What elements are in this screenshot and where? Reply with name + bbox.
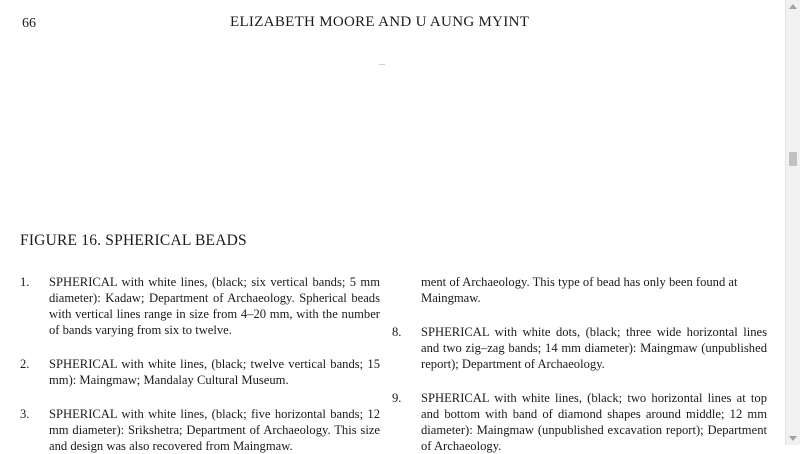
list-item-number: 1.: [20, 275, 30, 289]
list-item-text: SPHERICAL with white dots, (black; three wide horizontal lines and two zig–zag bands; 14 mm diameter): Maingmaw (unpublished report); Department of Archaeology.: [421, 325, 767, 371]
left-column: [20, 274, 380, 454]
list-item: [20, 356, 380, 388]
scroll-down-arrow-icon[interactable]: [789, 436, 797, 441]
list-item-number: 8.: [392, 325, 402, 339]
continued-text: ment of Archaeology. This type of bead has only been found at Maingmaw.: [421, 275, 738, 305]
list-item-text: SPHERICAL with white lines, (black; five horizontal bands; 12 mm diameter): Srikshetra; Department of Archaeology. This size and design was also recovered from Maingmaw.: [49, 407, 380, 453]
list-item: [20, 406, 380, 454]
list-item-number: 9.: [392, 391, 402, 405]
list-item-number: 3.: [20, 407, 30, 421]
scrollbar-thumb[interactable]: [789, 152, 797, 166]
list-item-text: SPHERICAL with white lines, (black; twelve vertical bands; 15 mm): Maingmaw; Mandalay Cultural Museum.: [49, 357, 380, 387]
running-head: ELIZABETH MOORE AND U AUNG MYINT: [230, 14, 530, 30]
list-item-text: SPHERICAL with white lines, (black; six vertical bands; 5 mm diameter): Kadaw; Department of Archaeology. Spherical beads with vertical lines range in size from 4–20 mm, with the number of bands varying from six to twelve.: [49, 275, 380, 337]
list-item: [20, 274, 380, 338]
figure-title: FIGURE 16. SPHERICAL BEADS: [20, 232, 247, 249]
scroll-up-arrow-icon[interactable]: [789, 4, 797, 9]
scan-speck: [379, 64, 385, 65]
list-item-number: 2.: [20, 357, 30, 371]
list-item: [392, 324, 767, 372]
page-number: 66: [22, 16, 36, 31]
vertical-scrollbar[interactable]: [785, 0, 800, 445]
right-column: [392, 274, 767, 454]
list-item-text: SPHERICAL with white lines, (black; two horizontal lines at top and bottom with band of diamond shapes around middle; 12 mm diameter): Maingmaw (unpublished excavation report); Department of Archaeology.: [421, 391, 767, 453]
list-item: [392, 390, 767, 454]
